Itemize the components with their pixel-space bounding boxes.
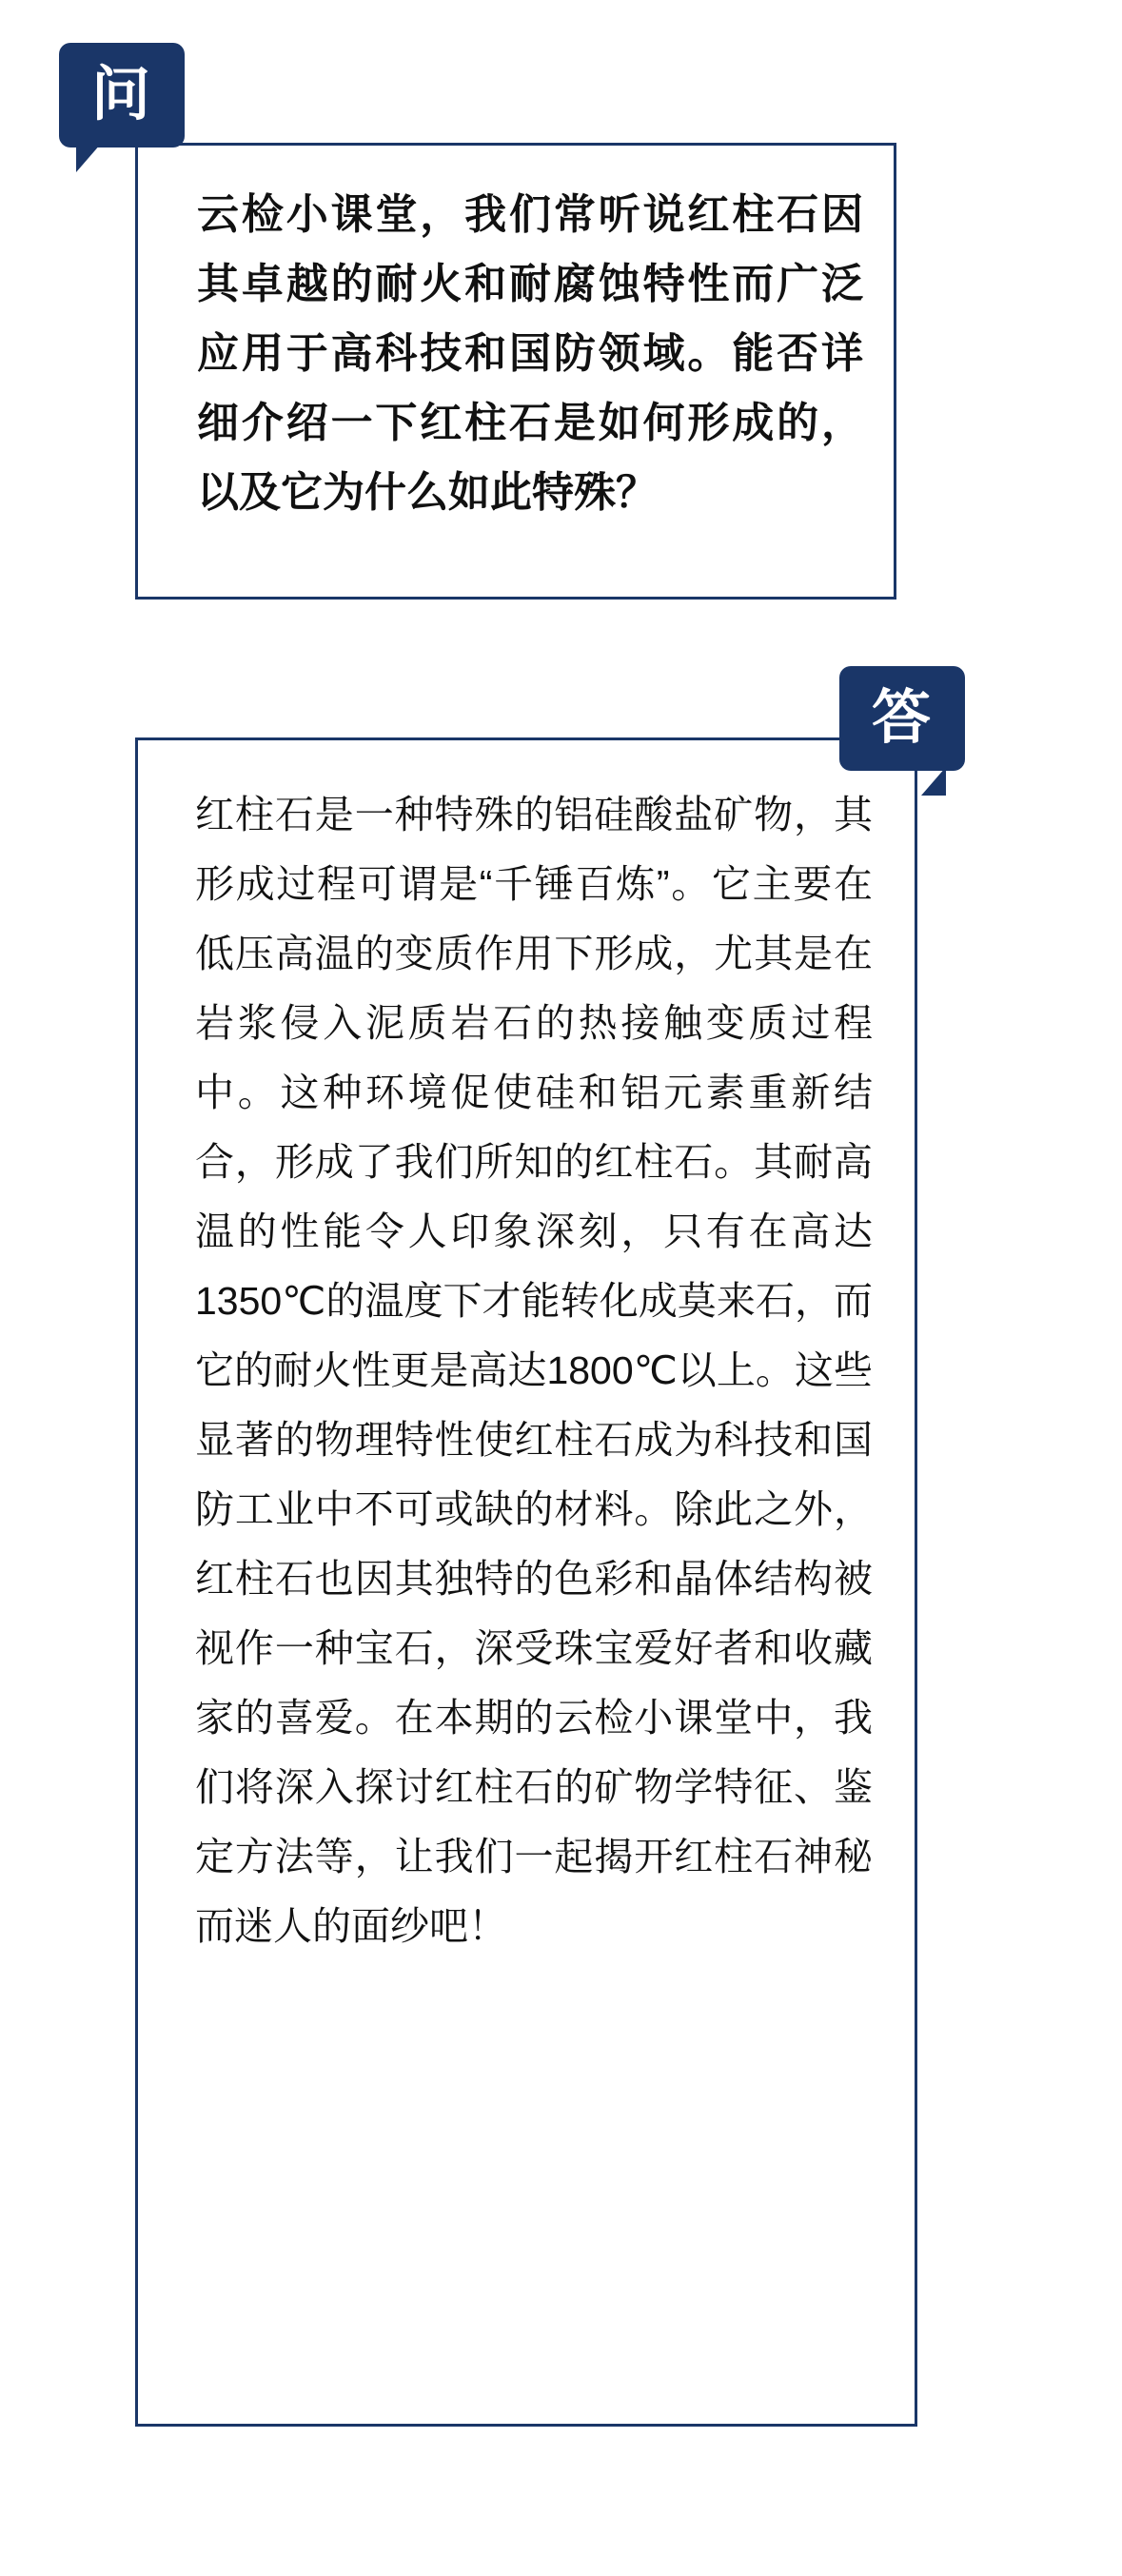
question-badge: 问 (59, 43, 185, 147)
question-text: 云检小课堂，我们常听说红柱石因其卓越的耐火和耐腐蚀特性而广泛应用于高科技和国防领域。能否详细介绍一下红柱石是如何形成的，以及它为什么如此特殊？ (197, 191, 863, 516)
answer-box (135, 737, 917, 2427)
answer-badge: 答 (839, 666, 965, 771)
question-box (135, 143, 896, 600)
answer-text: 红柱石是一种特殊的铝硅酸盐矿物，其形成过程可谓是“千锤百炼”。它主要在低压高温的变质作用下形成，尤其是在岩浆侵入泥质岩石的热接触变质过程中。这种环境促使硅和铝元素重新结合，形成了我们所知的红柱石。其耐高温的性能令人印象深刻，只有在高达1350℃的温度下才能转化成莫来石，而它的耐火性更是高达1800℃以上。这些显著的物理特性使红柱石成为科技和国防工业中不可或缺的材料。除此之外，红柱石也因其独特的色彩和晶体结构被视作一种宝石，深受珠宝爱好者和收藏家的喜爱。在本期的云检小课堂中，我们将深入探讨红柱石的矿物学特征、鉴定方法等，让我们一起揭开红柱石神秘而迷人的面纱吧！ (195, 793, 873, 1948)
